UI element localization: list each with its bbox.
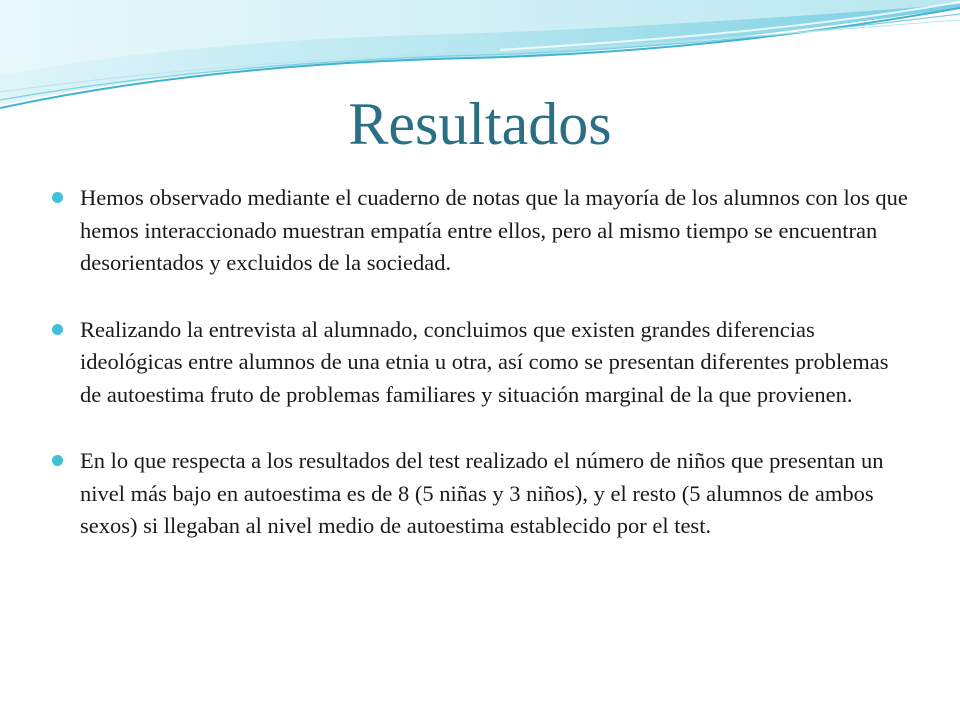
bullet-item [50,314,910,412]
bullet-list [50,182,910,577]
bullet-text: En lo que respecta a los resultados del test realizado el número de niños que presentan un nivel más bajo en autoestima es de 8 (5 niñas y 3 niños), y el resto (5 alumnos de ambos sexos) si llegaban al nivel medio de autoestima establecido por el test. [80,448,884,538]
slide-title: Resultados [348,91,612,157]
bullet-dot-icon [52,455,63,466]
bullet-text: Realizando la entrevista al alumnado, concluimos que existen grandes diferencias ideológicas entre alumnos de una etnia u otra, así como se presentan diferentes problemas de autoestima fruto de problemas familiares y situación marginal de la que provienen. [80,316,889,407]
bullet-item [50,182,910,280]
bullet-dot-icon [52,324,63,335]
bullet-item [50,445,910,543]
bullet-text: Hemos observado mediante el cuaderno de notas que la mayoría de los alumnos con los que hemos interaccionado muestran empatía entre ellos, pero al mismo tiempo se encuentran desorientados y excluidos de la sociedad. [80,185,908,275]
bullet-dot-icon [52,192,63,203]
